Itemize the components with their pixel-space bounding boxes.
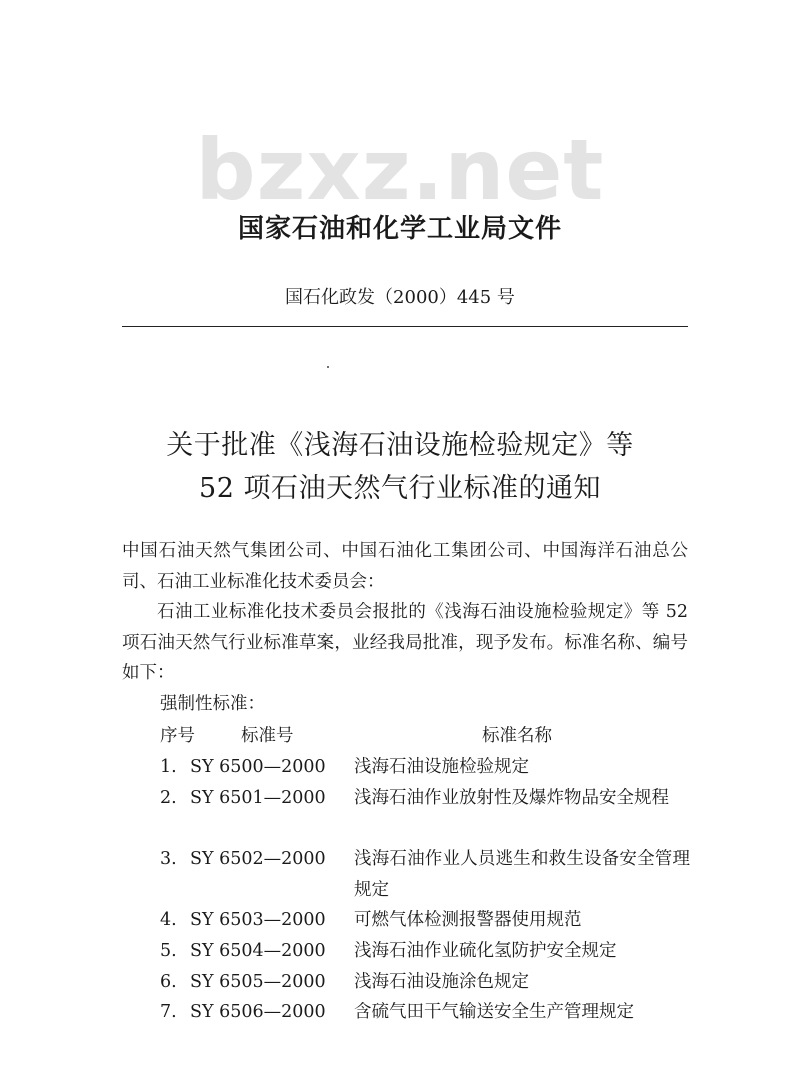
standard-number: SY 6500—2000 bbox=[190, 757, 326, 777]
standard-seq: 4. bbox=[160, 910, 177, 930]
standard-number: SY 6501—2000 bbox=[190, 788, 326, 808]
standard-name: 含硫气田干气输送安全生产管理规定 bbox=[354, 1002, 634, 1022]
standard-number: SY 6504—2000 bbox=[190, 941, 326, 961]
body-paragraph: 石油工业标准化技术委员会报批的《浅海石油设施检验规定》等 52 项石油天然气行业标准草案，业经我局批准，现予发布。标准名称、编号如下： bbox=[122, 602, 688, 683]
standard-seq: 7. bbox=[160, 1002, 177, 1022]
standard-name: 可燃气体检测报警器使用规范 bbox=[354, 910, 582, 930]
standard-name: 浅海石油作业放射性及爆炸物品安全规程 bbox=[354, 788, 669, 808]
column-header-name: 标准名称 bbox=[482, 726, 552, 746]
watermark: bzxz.net bbox=[195, 121, 605, 219]
standard-seq: 1. bbox=[160, 757, 177, 777]
standard-number: SY 6502—2000 bbox=[190, 849, 326, 869]
standard-seq: 2. bbox=[160, 788, 177, 808]
standard-seq: 6. bbox=[160, 972, 177, 992]
addressee: 中国石油天然气集团公司、中国石油化工集团公司、中国海洋石油总公司、石油工业标准化技术委员会： bbox=[122, 541, 688, 592]
standard-name: 浅海石油作业人员逃生和救生设备安全管理规定 bbox=[354, 849, 690, 900]
standard-name: 浅海石油设施涂色规定 bbox=[354, 972, 529, 992]
issuer-heading: 国家石油和化学工业局文件 bbox=[237, 214, 562, 244]
standard-number: SY 6506—2000 bbox=[190, 1002, 326, 1022]
mandatory-standards-label: 强制性标准： bbox=[160, 694, 265, 714]
document-number: 国石化政发（2000）445 号 bbox=[285, 287, 515, 308]
stray-dot bbox=[327, 366, 329, 368]
header-divider bbox=[122, 326, 688, 327]
standard-number: SY 6503—2000 bbox=[190, 910, 326, 930]
standard-name: 浅海石油设施检验规定 bbox=[354, 757, 529, 777]
notice-title-line-2: 52 项石油天然气行业标准的通知 bbox=[199, 473, 601, 504]
standard-name: 浅海石油作业硫化氢防护安全规定 bbox=[354, 941, 617, 961]
standard-number: SY 6505—2000 bbox=[190, 972, 326, 992]
standard-seq: 5. bbox=[160, 941, 177, 961]
standard-seq: 3. bbox=[160, 849, 177, 869]
notice-title-line-1: 关于批准《浅海石油设施检验规定》等 bbox=[166, 430, 634, 461]
column-header-seq: 序号 bbox=[160, 726, 195, 746]
column-header-number: 标准号 bbox=[241, 726, 294, 746]
